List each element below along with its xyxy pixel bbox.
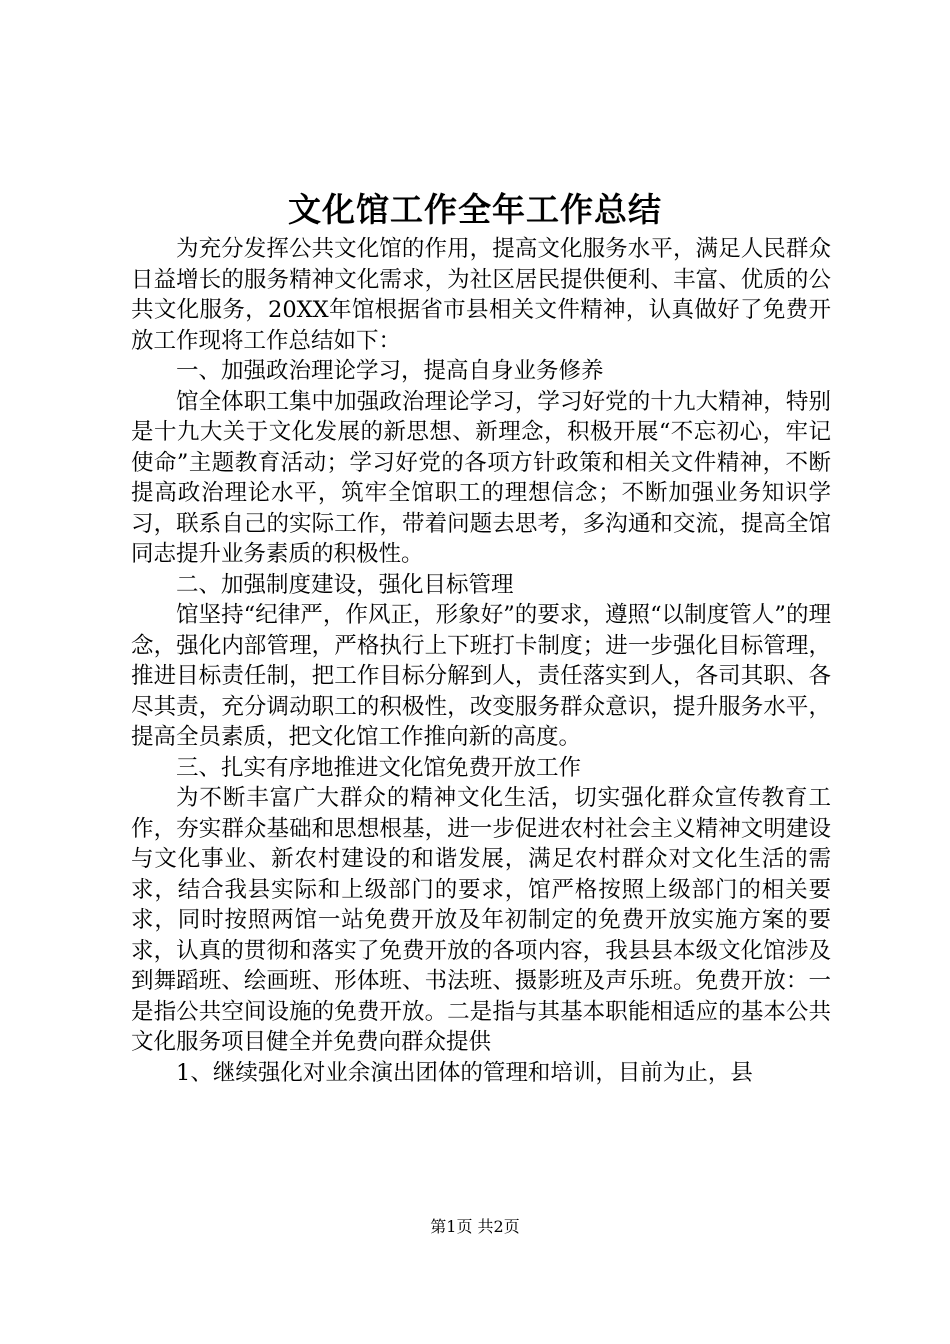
section-heading-1: 一、加强政治理论学习，提高自身业务修养 [176, 358, 604, 384]
section-2-paragraph: 馆坚持“纪律严，作风正，形象好”的要求，遵照“以制度管人”的理念，强化内部管理，严格执行上下班打卡制度；进一步强化目标管理，推进目标责任制，把工作目标分解到人，责任落实到人，各司其职、各尽其责，充分调动职工的积极性，改变服务群众意识，提升服务水平，提高全员素质，把文化馆工作推向新的高度。 [131, 602, 831, 750]
section-3-item-1: 1、继续强化对业余演出团体的管理和培训，目前为止，县 [176, 1059, 753, 1086]
page-number-footer: 第1页 共2页 [430, 1217, 520, 1236]
document-title: 文化馆工作全年工作总结 [288, 190, 662, 229]
section-heading-2: 二、加强制度建设，强化目标管理 [176, 571, 514, 598]
intro-paragraph: 为充分发挥公共文化馆的作用，提高文化服务水平，满足人民群众日益增长的服务精神文化需求，为社区居民提供便利、丰富、优质的公共文化服务，20XX年馆根据省市县相关文件精神，认真做好了免费开放工作现将工作总结如下： [131, 236, 831, 354]
section-heading-3: 三、扎实有序地推进文化馆免费开放工作 [176, 754, 582, 781]
section-3-paragraph: 为不断丰富广大群众的精神文化生活，切实强化群众宣传教育工作，夯实群众基础和思想根基，进一步促进农村社会主义精神文明建设与文化事业、新农村建设的和谐发展，满足农村群众对文化生活的需求，结合我县实际和上级部门的要求，馆严格按照上级部门的相关要求，同时按照两馆一站免费开放及年初制定的免费开放实施方案的要求，认真的贯彻和落实了免费开放的各项内容，我县县本级文化馆涉及到舞蹈班、绘画班、形体班、书法班、摄影班及声乐班。免费开放：一是指公共空间设施的免费开放。二是指与其基本职能相适应的基本公共文化服务项目健全并免费向群众提供 [131, 785, 831, 1055]
section-1-paragraph: 馆全体职工集中加强政治理论学习，学习好党的十九大精神，特别是十九大关于文化发展的新思想、新理念，积极开展“不忘初心，牢记使命”主题教育活动；学习好党的各项方针政策和相关文件精神，不断提高政治理论水平，筑牢全馆职工的理想信念；不断加强业务知识学习，联系自己的实际工作，带着问题去思考，多沟通和交流，提高全馆同志提升业务素质的积极性。 [131, 388, 831, 567]
document-body [131, 234, 831, 1088]
